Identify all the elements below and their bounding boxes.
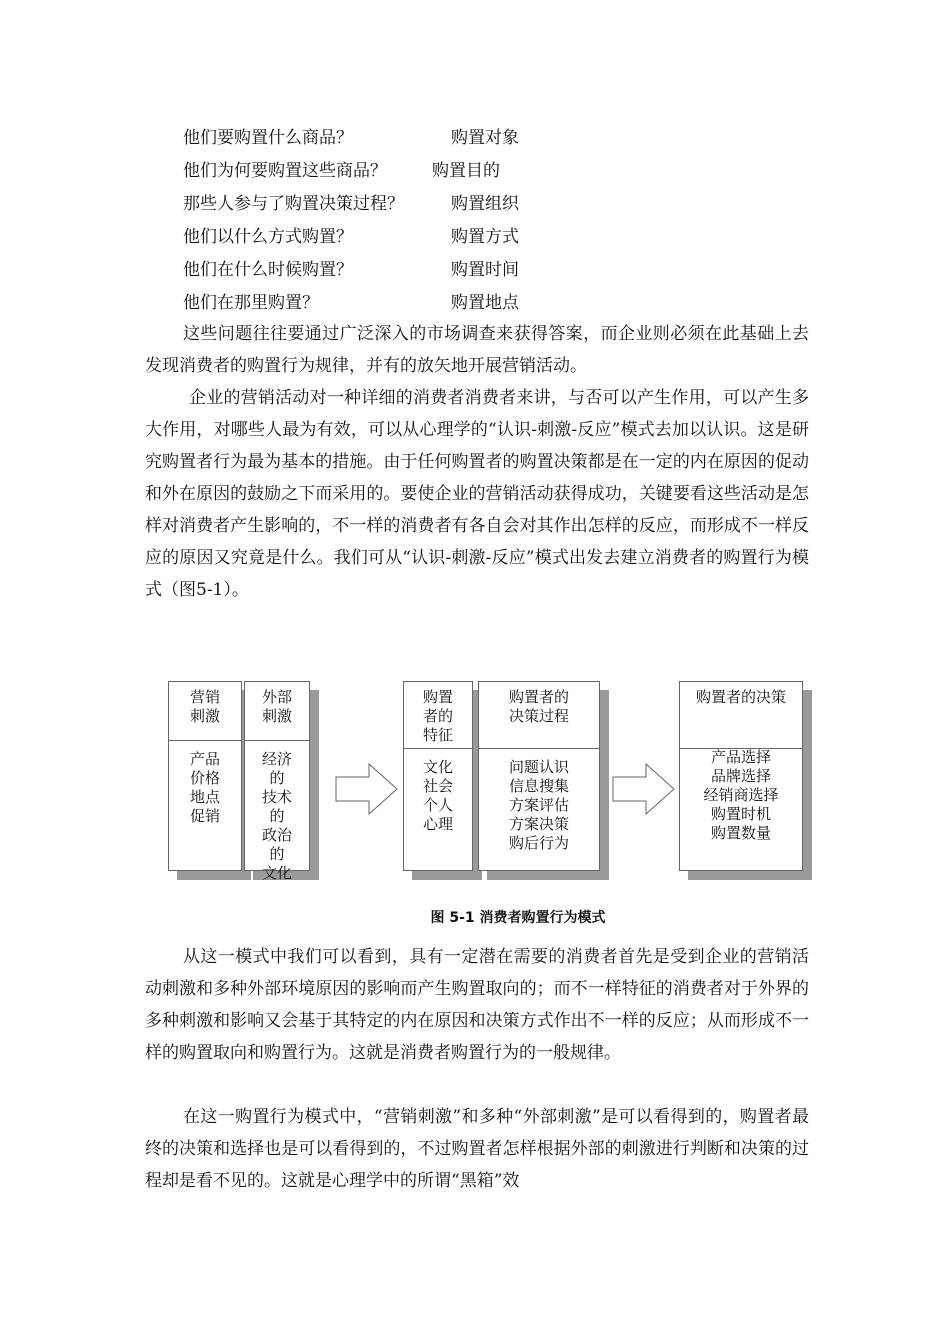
question-text: 他们要购置什么商品？ [183, 128, 353, 148]
question-text: 他们以什么方式购置？ [183, 227, 353, 247]
figure-caption [0, 907, 950, 927]
box-items: 产品 价格 地点 促销 [189, 750, 220, 825]
answer-text: 购置对象 [451, 128, 519, 148]
external-stimulus-box [244, 681, 310, 882]
decision-process-box [478, 681, 600, 871]
box-title: 外部 刺激 [245, 682, 309, 741]
answer-text: 购置时间 [451, 260, 519, 280]
question-text: 他们在那里购置？ [183, 293, 319, 313]
marketing-stimulus-box [168, 681, 242, 871]
box-title: 营销 刺激 [169, 682, 241, 741]
question-text: 他们为何要购置这些商品？ [183, 161, 387, 181]
paragraph: 在这一购置行为模式中，“营销刺激”和多种“外部刺激”是可以看得到的，购置者最终的决策和选择也是可以看得到的，不过购置者怎样根据外部的刺激进行判断和决策的过程却是看不见的。这就是心理学中的所谓“黑箱”效 [145, 1107, 809, 1191]
answer-text: 购置组织 [451, 194, 519, 214]
box-items: 文化 社会 个人 心理 [422, 758, 453, 833]
arrow-right-icon [335, 763, 399, 815]
answer-text: 购置方式 [451, 227, 519, 247]
box-items: 经济 的 技术 的 政治 的 文化 [261, 750, 292, 882]
buyer-traits-box [403, 681, 473, 871]
question-text: 他们在什么时候购置？ [183, 260, 353, 280]
paragraph: 这些问题往往要通过广泛深入的市场调查来获得答案，而企业则必须在此基础上去发现消费者的购置行为规律，并有的放矢地开展营销活动。 [145, 324, 809, 376]
answer-text: 购置目的 [432, 161, 500, 181]
answer-text: 购置地点 [451, 293, 519, 313]
box-title: 购置者的 决策过程 [479, 682, 599, 749]
question-text: 那些人参与了购置决策过程？ [183, 194, 404, 214]
figure-caption-text: 图 5-1 消费者购置行为模式 [430, 910, 606, 926]
box-title: 购置 者的 特征 [404, 682, 472, 749]
box-items: 问题认识 信息搜集 方案评估 方案决策 购后行为 [508, 758, 569, 852]
paragraph: 从这一模式中我们可以看到，具有一定潜在需要的消费者首先是受到企业的营销活动刺激和多种外部环境原因的影响而产生购置取向的；而不一样特征的消费者对于外界的多种刺激和影响又会基于其特定的内在原因和决策方式作出不一样的反应；从而形成不一样的购置取向和购置行为。这就是消费者购置行为的一般规律。 [145, 947, 809, 1063]
buying-behavior-diagram [160, 678, 820, 888]
box-items: 产品选择 品牌选择 经销商选择 购置时机 购置数量 [703, 748, 779, 842]
arrow-right-icon [612, 763, 676, 815]
paragraph: 企业的营销活动对一种详细的消费者消费者来讲，与否可以产生作用，可以产生多大作用，对哪些人最为有效，可以从心理学的“认识-刺激-反应”模式去加以认识。这是研究购置者行为最为基本的措施。由于任何购置者的购置决策都是在一定的内在原因的促动和外在原因的鼓励之下而采用的。要使企业的营销活动获得成功，关键要看这些活动是怎样对消费者产生影响的，不一样的消费者有各自会对其作出怎样的反应，而形成不一样反应的原因又究竟是什么。我们可从“认识-刺激-反应”模式出发去建立消费者的购置行为模式（图5-1）。 [145, 388, 809, 600]
buyer-decision-box [679, 681, 803, 871]
box-title: 购置者的决策 [680, 682, 802, 749]
